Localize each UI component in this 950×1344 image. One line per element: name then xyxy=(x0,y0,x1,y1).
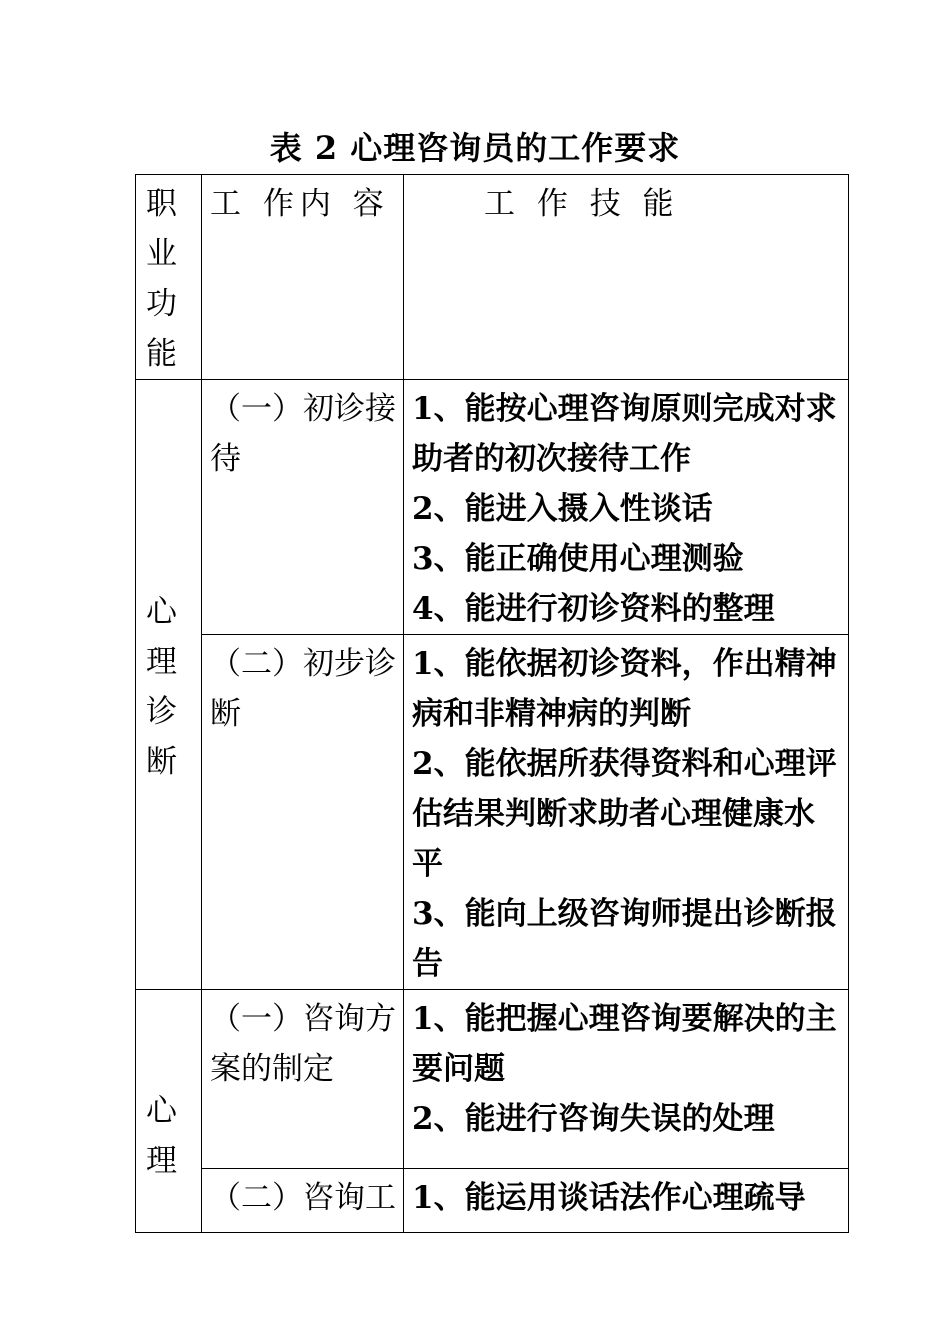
skill-item: 1、能按心理咨询原则完成对求助者的初次接待工作 xyxy=(412,391,837,477)
skill-item: 1、能运用谈话法作心理疏导 xyxy=(412,1180,806,1217)
header-function-char: 业 xyxy=(146,236,177,272)
skill-item: 1、能把握心理咨询要解决的主要问题 xyxy=(412,1001,837,1087)
table-title: 表 2 心理咨询员的工作要求 xyxy=(269,129,681,167)
skill-cell xyxy=(404,990,849,1169)
work-requirements-table xyxy=(135,174,849,1233)
skill-item: 2、能进行咨询失误的处理 xyxy=(412,1101,775,1137)
skill-cell xyxy=(404,635,849,990)
function-char: 诊 xyxy=(146,693,177,730)
skill-item: 2、能进入摄入性谈话 xyxy=(412,491,713,527)
skill-item: 2、能依据所获得资料和心理评估结果判断求助者心理健康水平 xyxy=(412,746,837,882)
skill-item: 1、能依据初诊资料，作出精神病和非精神病的判断 xyxy=(412,646,837,732)
table-row xyxy=(136,635,849,990)
header-function-char: 功 xyxy=(146,286,177,322)
header-skill: 工 作 技 能 xyxy=(404,175,849,380)
skill-cell xyxy=(404,380,849,635)
content-cell: （二）初步诊断 xyxy=(202,635,404,990)
skill-cell xyxy=(404,1169,849,1233)
function-char: 理 xyxy=(146,643,177,680)
function-cell-counseling xyxy=(136,990,202,1233)
skill-item: 3、能向上级咨询师提出诊断报告 xyxy=(412,896,837,982)
skill-item: 4、能进行初诊资料的整理 xyxy=(412,591,775,627)
header-function xyxy=(136,175,202,380)
content-cell: （一）咨询方案的制定 xyxy=(202,990,404,1169)
table-row xyxy=(136,380,849,635)
header-row xyxy=(136,175,849,380)
content-cell: （一）初诊接待 xyxy=(202,380,404,635)
header-content: 工 作内 容 xyxy=(202,175,404,380)
function-cell-diagnosis xyxy=(136,380,202,990)
function-char: 理 xyxy=(146,1143,177,1179)
header-function-char: 能 xyxy=(146,336,177,372)
table-row xyxy=(136,990,849,1169)
table-row xyxy=(136,1169,849,1233)
function-char: 心 xyxy=(146,1093,177,1129)
function-char: 断 xyxy=(146,743,177,780)
skill-item: 3、能正确使用心理测验 xyxy=(412,541,744,577)
function-char: 心 xyxy=(146,593,177,630)
header-function-char: 职 xyxy=(146,186,177,222)
content-cell: （二）咨询工 xyxy=(202,1169,404,1233)
